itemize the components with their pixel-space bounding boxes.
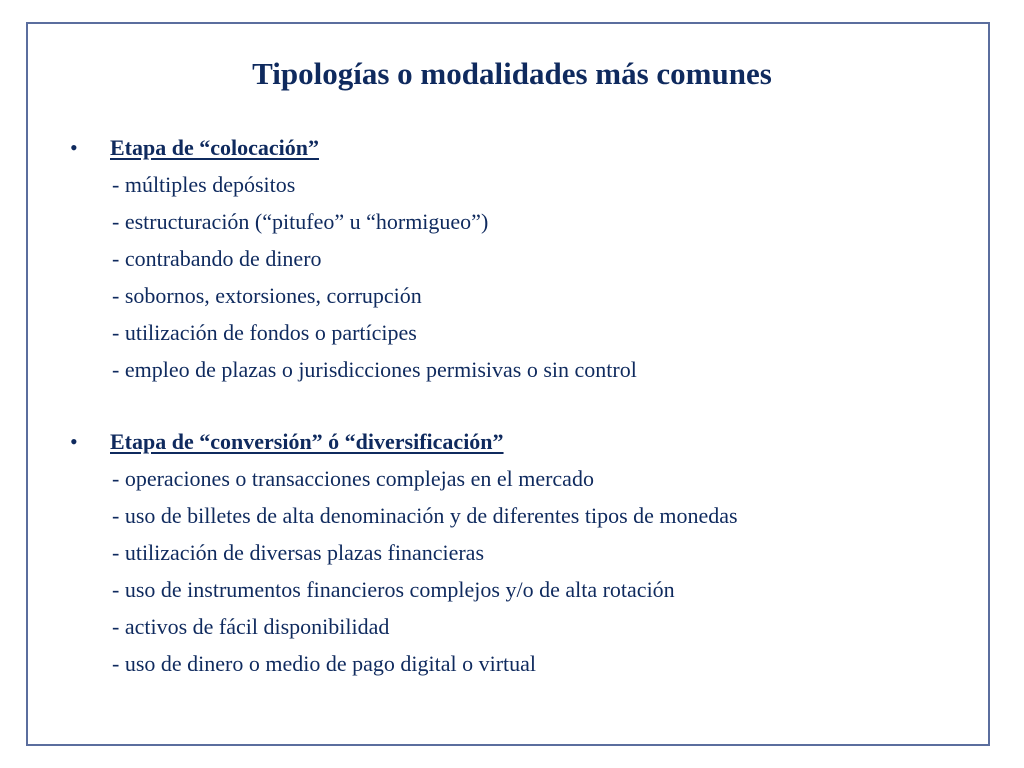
list-item: - utilización de fondos o partícipes xyxy=(112,320,417,345)
slide-title: Tipologías o modalidades más comunes xyxy=(252,56,772,91)
section-heading-conversion: Etapa de “conversión” ó “diversificación” xyxy=(110,429,504,454)
bullet-marker: • xyxy=(70,135,78,160)
section-colocacion-heading-row xyxy=(70,133,319,163)
list-item: - sobornos, extorsiones, corrupción xyxy=(112,283,422,308)
list-item: - uso de dinero o medio de pago digital o virtual xyxy=(112,651,537,676)
list-item: - operaciones o transacciones complejas en el mercado xyxy=(112,466,594,491)
section-conversion-heading-row xyxy=(70,427,504,457)
list-item: - empleo de plazas o jurisdicciones permisivas o sin control xyxy=(112,357,637,382)
list-item: - activos de fácil disponibilidad xyxy=(112,614,390,639)
list-item: - uso de instrumentos financieros complejos y/o de alta rotación xyxy=(112,577,675,602)
section-heading-colocacion: Etapa de “colocación” xyxy=(110,135,319,160)
section-conversion-list xyxy=(112,464,738,686)
list-item: - utilización de diversas plazas financieras xyxy=(112,540,485,565)
bullet-marker: • xyxy=(70,429,78,454)
list-item: - múltiples depósitos xyxy=(112,172,296,197)
section-colocacion-list xyxy=(112,170,637,392)
list-item: - contrabando de dinero xyxy=(112,246,322,271)
list-item: - estructuración (“pitufeo” u “hormigueo”) xyxy=(112,209,489,234)
list-item: - uso de billetes de alta denominación y de diferentes tipos de monedas xyxy=(112,503,738,528)
